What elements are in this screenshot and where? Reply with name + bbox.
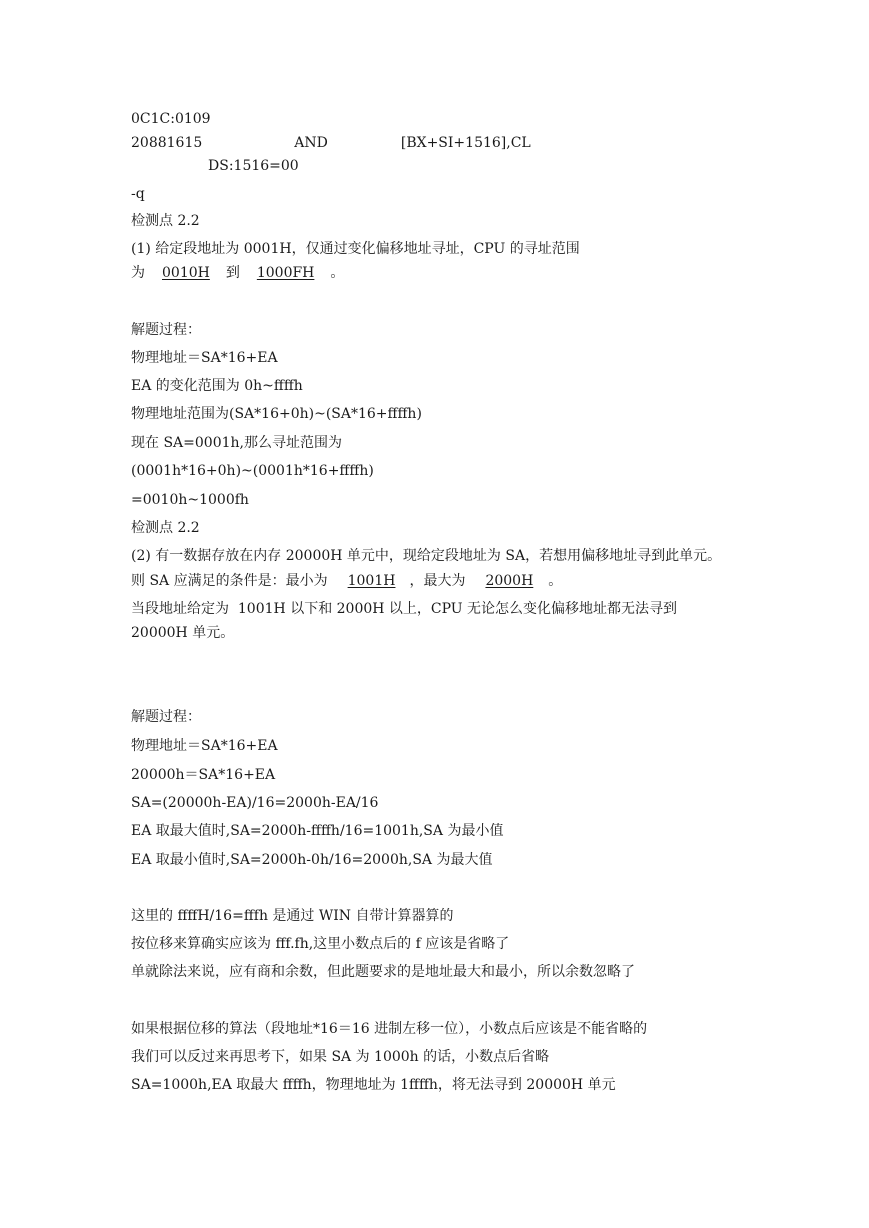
answer-mid: 到 <box>225 265 240 281</box>
section2-note-line2: 20000H 单元。 <box>131 625 235 641</box>
answer-prefix: 为 <box>131 265 145 281</box>
section1-solution-heading: 解题过程： <box>131 322 201 338</box>
section2-remark2: 如果根据位移的算法（段地址*16＝16 进制左移一位），小数点后应该是不能省略的 <box>131 1021 648 1037</box>
answer-to: 1000FH <box>256 265 315 281</box>
condition-prefix: 则 SA 应满足的条件是：最小为 <box>131 573 328 589</box>
section2-condition-line <box>131 572 562 590</box>
section2-note-line1: 当段地址给定为 1001H 以下和 2000H 以上，CPU 无论怎么变化偏移地址都无法寻到 <box>131 601 678 617</box>
section1-step: EA 的变化范围为 0h~ffffh <box>131 378 303 394</box>
answer-from: 0010H <box>162 265 210 281</box>
section2-remark2: 我们可以反过来再思考下，如果 SA 为 1000h 的话，小数点后省略 <box>131 1049 550 1065</box>
condition-min: 1001H <box>347 573 396 589</box>
section1-step: 物理地址＝SA*16+EA <box>131 350 278 366</box>
answer-end: 。 <box>330 265 345 281</box>
section1-step: (0001h*16+0h)~(0001h*16+ffffh) <box>131 463 374 479</box>
section1-step: =0010h~1000fh <box>131 492 249 508</box>
section2-step: 物理地址＝SA*16+EA <box>131 738 278 754</box>
section2-remark: 单就除法来说，应有商和余数，但此题要求的是地址最大和最小，所以余数忽略了 <box>131 964 635 980</box>
section2-remark: 这里的 ffffH/16=fffh 是通过 WIN 自带计算器算的 <box>131 908 454 924</box>
debug-mnemonic: AND <box>294 135 328 151</box>
section2-question: (2) 有一数据存放在内存 20000H 单元中，现给定段地址为 SA，若想用偏移地址寻到此单元。 <box>131 548 722 564</box>
condition-mid: ，最大为 <box>409 573 466 589</box>
condition-max: 2000H <box>485 573 534 589</box>
section2-remark: 按位移来算确实应该为 fff.fh,这里小数点后的 f 应该是省略了 <box>131 936 510 952</box>
section1-question: (1) 给定段地址为 0001H，仅通过变化偏移地址寻址，CPU 的寻址范围 <box>131 241 580 257</box>
section1-step: 现在 SA=0001h,那么寻址范围为 <box>131 435 342 451</box>
section2-step: 20000h＝SA*16+EA <box>131 767 276 783</box>
debug-operands: [BX+SI+1516],CL <box>400 135 531 151</box>
condition-end: 。 <box>548 573 563 589</box>
debug-instruction-line <box>131 134 531 152</box>
debug-address: 0C1C:0109 <box>131 111 211 127</box>
section2-step: EA 取最大值时,SA=2000h-ffffh/16=1001h,SA 为最小值 <box>131 823 504 839</box>
section1-answer-line <box>131 264 344 282</box>
debug-memory-value: DS:1516=00 <box>208 158 299 174</box>
section2-solution-heading: 解题过程： <box>131 709 201 725</box>
section1-heading: 检测点 2.2 <box>131 213 200 229</box>
debug-quit-command: -q <box>131 186 145 202</box>
section1-step: 物理地址范围为(SA*16+0h)~(SA*16+ffffh) <box>131 406 422 422</box>
section2-remark2: SA=1000h,EA 取最大 ffffh，物理地址为 1ffffh，将无法寻到 20000H 单元 <box>131 1077 616 1093</box>
debug-machine-code: 20881615 <box>131 135 203 151</box>
section2-step: SA=(20000h-EA)/16=2000h-EA/16 <box>131 795 379 811</box>
section2-step: EA 取最小值时,SA=2000h-0h/16=2000h,SA 为最大值 <box>131 852 493 868</box>
section2-heading: 检测点 2.2 <box>131 520 200 536</box>
